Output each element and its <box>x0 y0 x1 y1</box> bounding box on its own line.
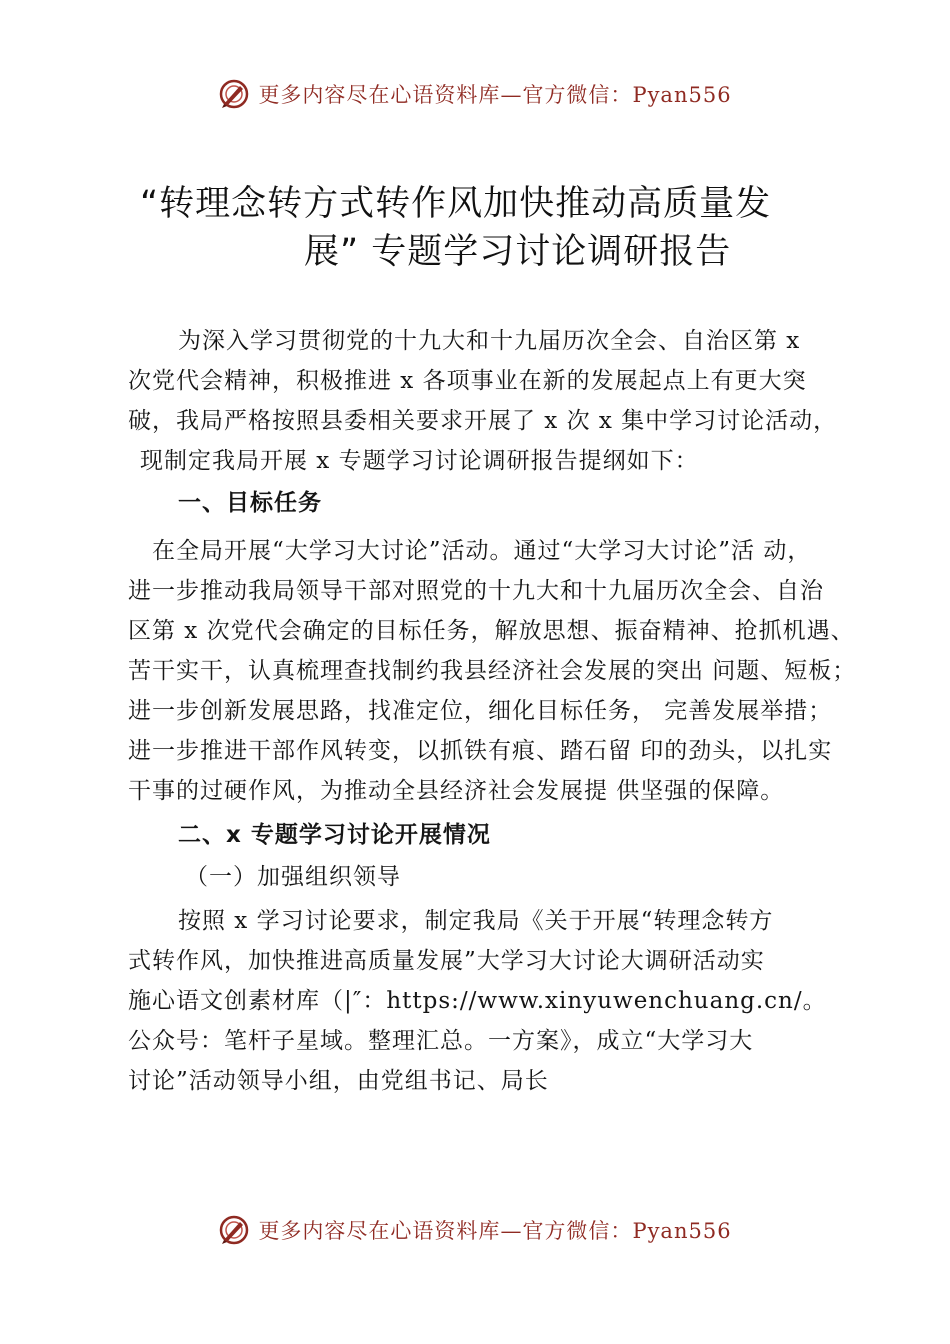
body-line: 破，我局严格按照县委相关要求开展了 x 次 x 集中学习讨论活动， <box>128 408 838 434</box>
footer-watermark-banner <box>0 1208 950 1252</box>
header-watermark-banner <box>0 72 950 116</box>
subsection-heading: （一）加强组织领导 <box>185 864 401 890</box>
body-line: 按照 x 学习讨论要求，制定我局《关于开展“转理念转方 <box>178 908 774 934</box>
body-line: 干事的过硬作风，为推动全县经济社会发展提 供坚强的保障。 <box>128 778 785 804</box>
document-title-line-1: “转理念转方式转作风加快推动高质量发 <box>140 184 772 224</box>
document-title-line-2: 展” 专题学习讨论调研报告 <box>304 232 732 272</box>
banner-wechat-label: 官方微信： <box>522 83 633 107</box>
body-line: 次党代会精神，积极推进 x 各项事业在新的发展起点上有更大突 <box>128 368 807 394</box>
body-line: 进一步创新发展思路，找准定位，细化目标任务， 完善发展举措； <box>128 698 833 724</box>
banner-wechat-id: Pyan556 <box>632 1219 732 1243</box>
body-line: 进一步推动我局领导干部对照党的十九大和十九届历次全会、自治 <box>128 578 824 604</box>
body-line: 为深入学习贯彻党的十九大和十九届历次全会、自治区第 x <box>178 328 801 354</box>
section-heading-1: 一、目标任务 <box>178 490 322 516</box>
banner-text: 更多内容尽在心语资料库 <box>258 1219 501 1243</box>
banner-text: 更多内容尽在心语资料库 <box>258 83 501 107</box>
body-line: 式转作风，加快推进高质量发展”大学习大讨论大调研活动实 <box>128 948 765 974</box>
body-line: 苦干实干，认真梳理查找制约我县经济社会发展的突出 问题、短板； <box>128 658 857 684</box>
body-line: 现制定我局开展 x 专题学习讨论调研报告提纲如下： <box>140 448 699 474</box>
banner-wechat-id: Pyan556 <box>632 83 732 107</box>
body-line: 进一步推进干部作风转变，以抓铁有痕、踏石留 印的劲头，以扎实 <box>128 738 833 764</box>
pen-logo-icon <box>218 78 250 110</box>
body-line: 施心语文创素材库（|″：https://www.xinyuwenchuang.cn/。 <box>128 988 827 1014</box>
banner-separator: — <box>500 1219 523 1243</box>
section-heading-2: 二、x 专题学习讨论开展情况 <box>178 822 491 848</box>
banner-separator: — <box>500 83 523 107</box>
body-line: 讨论”活动领导小组，由党组书记、局长 <box>128 1068 549 1094</box>
pen-logo-icon <box>218 1214 250 1246</box>
banner-wechat-label: 官方微信： <box>522 1219 633 1243</box>
body-line: 公众号：笔杆子星域。整理汇总。一方案》，成立“大学习大 <box>128 1028 754 1054</box>
body-line: 在全局开展“大学习大讨论”活动。通过“大学习大讨论”活 动， <box>152 538 812 564</box>
body-line: 区第 x 次党代会确定的目标任务，解放思想、振奋精神、抢抓机遇、 <box>128 618 855 644</box>
